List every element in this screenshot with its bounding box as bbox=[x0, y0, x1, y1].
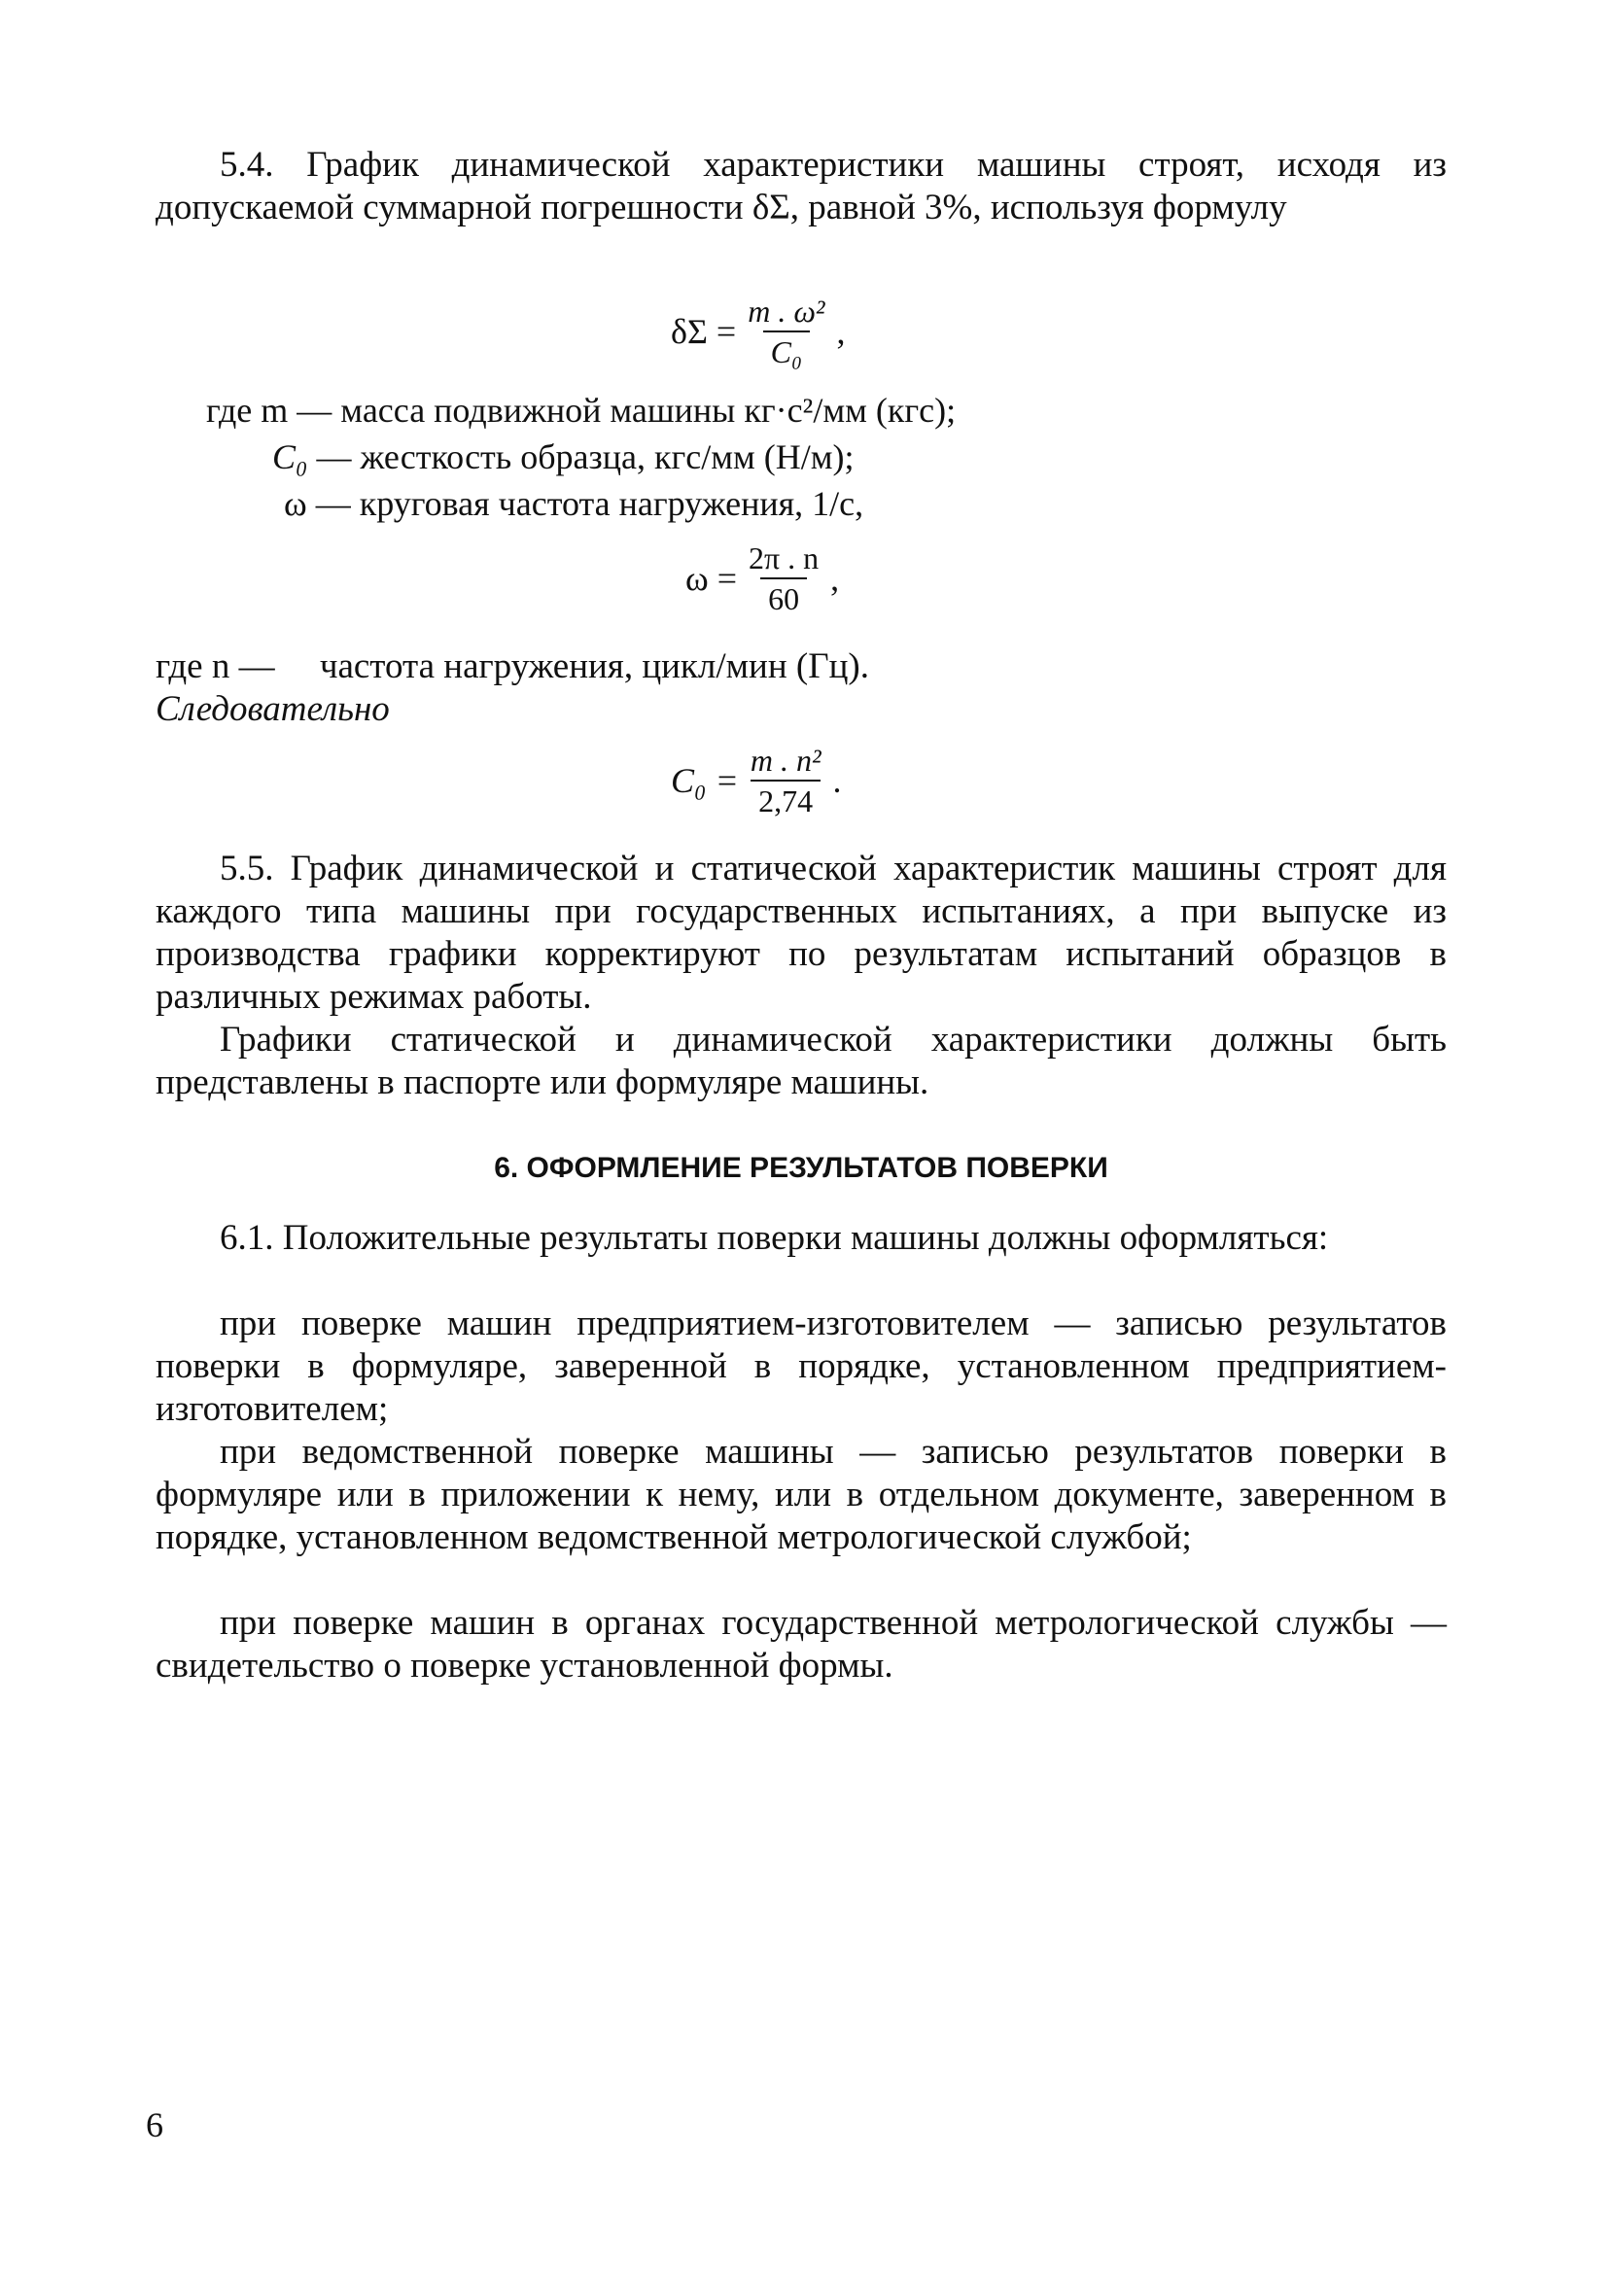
paragraph-5-5: 5.5. График динамической и статической характеристик машины строят для каждого типа машины при государственных испытаниях, а при выпуске из производства графики корректируют по результатам испытаний образцов в различных режимах работы. bbox=[156, 849, 1447, 1017]
definition-omega: ω — круговая частота нагружения, 1/с, bbox=[284, 484, 864, 523]
paragraph-6-1: 6.1. Положительные результаты поверки машины должны оформляться: bbox=[220, 1218, 1329, 1258]
formula-numerator: 2π . n bbox=[749, 540, 820, 575]
definition-n: где n — частота нагружения, цикл/мин (Гц). bbox=[156, 646, 869, 686]
paragraph-6-1-departmental: при ведомственной поверке машины — записью результатов поверки в формуляре или в приложении к нему, или в отдельном документе, заверенном в порядке, установленном ведомственной метрологической службой; bbox=[156, 1432, 1447, 1557]
page-number: 6 bbox=[146, 2105, 163, 2144]
word-sledovatelno: Следовательно bbox=[156, 689, 390, 729]
formula-denominator: 2,74 bbox=[751, 780, 821, 818]
paragraph-6-1-manufacturer: при поверке машин предприятием-изготовителем — записью результатов поверки в формуляре, заверенной в порядке, установленном предприятием-изготовителем; bbox=[156, 1304, 1447, 1429]
section-heading: 6. ОФОРМЛЕНИЕ РЕЗУЛЬТАТОВ ПОВЕРКИ bbox=[494, 1152, 1108, 1184]
formula-lhs: ω = bbox=[685, 559, 737, 598]
formula-tail: , bbox=[836, 312, 846, 351]
formula-lhs: δΣ = bbox=[671, 312, 737, 351]
paragraph-5-4: 5.4. График динамической характеристики машины строят, исходя из допускаемой суммарной погрешности δΣ, равной 3%, используя формулу bbox=[156, 145, 1447, 227]
paragraph-6-1-state: при поверке машин в органах государственной метрологической службы — свидетельство о поверке установленной формы. bbox=[156, 1603, 1447, 1686]
formula-tail: , bbox=[830, 559, 840, 598]
formula-tail: . bbox=[832, 761, 842, 800]
definition-c0: C₀ — жесткость образца, кгс/мм (Н/м); bbox=[272, 437, 855, 476]
paragraph-5-5-graphs: Графики статической и динамической характеристики должны быть представлены в паспорте или формуляре машины. bbox=[156, 1020, 1447, 1102]
formula-numerator: m . ω² bbox=[748, 294, 825, 329]
formula-c0 bbox=[671, 743, 842, 818]
formula-denominator: 60 bbox=[760, 577, 807, 616]
formula-denominator: C₀ bbox=[763, 330, 810, 369]
formula-omega bbox=[685, 540, 839, 616]
formula-delta-sigma bbox=[671, 294, 846, 369]
definition-m: где m — масса подвижной машины кг·с²/мм (кгс); bbox=[206, 391, 957, 430]
formula-numerator: m . n² bbox=[750, 743, 821, 778]
formula-lhs: C₀ = bbox=[671, 761, 739, 800]
